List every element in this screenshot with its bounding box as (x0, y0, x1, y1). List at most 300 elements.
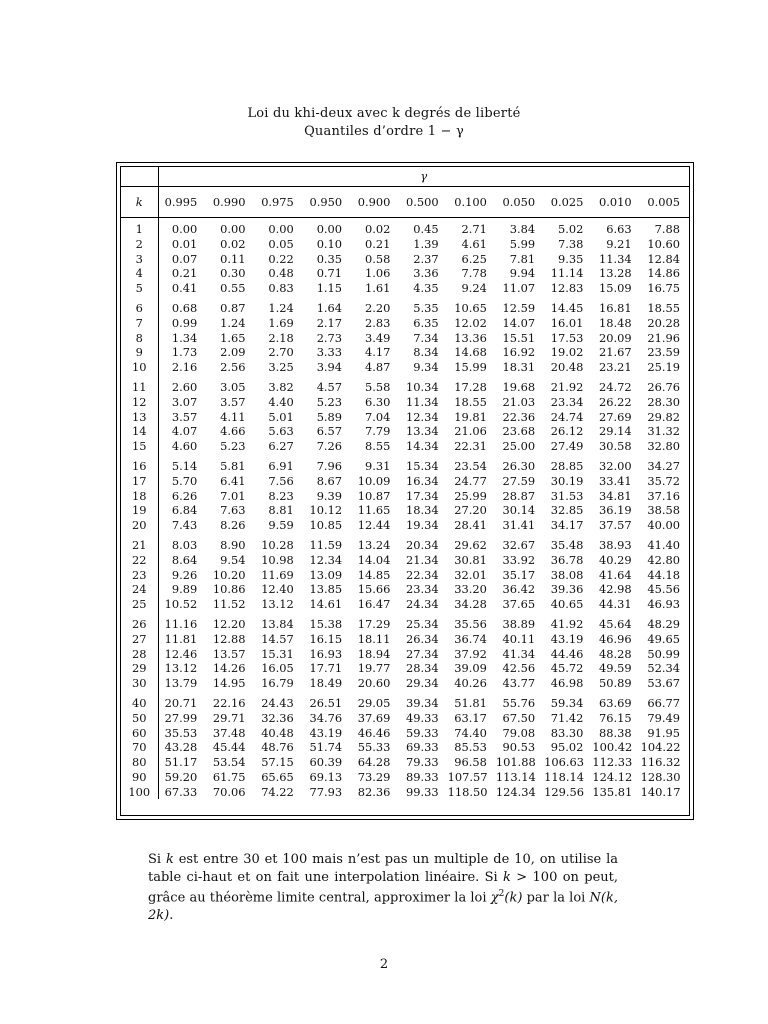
value-cell: 8.03 (171, 537, 198, 552)
table-subtitle: Quantiles d’ordre 1 − γ (304, 124, 464, 139)
value-cell: 42.98 (599, 582, 632, 597)
k-cell: 22 (121, 553, 158, 568)
value-cell: 36.19 (599, 503, 632, 518)
value-cell: 7.63 (220, 503, 246, 518)
column-header: 0.010 (592, 187, 640, 218)
value-cell: 15.31 (261, 646, 294, 661)
value-cell: 124.12 (592, 769, 633, 784)
k-cell: 12 (121, 395, 158, 410)
value-cell: 31.41 (502, 518, 536, 533)
value-cell: 45.56 (647, 582, 680, 597)
value-cell: 0.71 (316, 266, 343, 281)
value-cell: 1.24 (268, 300, 294, 315)
table-row (121, 439, 689, 454)
value-cell: 44.46 (550, 646, 584, 661)
value-cell: 6.57 (316, 424, 343, 439)
value-cell: 16.93 (309, 646, 343, 661)
value-cell: 20.71 (164, 695, 198, 710)
value-cell: 63.69 (599, 695, 632, 710)
value-cell: 14.61 (309, 597, 343, 612)
value-cell: 34.28 (454, 597, 487, 612)
value-cell: 15.51 (502, 330, 536, 345)
k-cell: 90 (121, 770, 158, 785)
value-cell: 19.34 (405, 518, 439, 533)
value-cell: 37.16 (647, 488, 680, 503)
value-cell: 27.49 (550, 439, 584, 454)
value-cell: 16.15 (309, 631, 343, 646)
value-cell: 28.30 (647, 394, 680, 409)
table-row (121, 296, 689, 316)
value-cell: 3.84 (509, 222, 536, 236)
value-cell: 2.20 (364, 300, 391, 315)
value-cell: 40.26 (454, 676, 487, 691)
value-cell: 27.34 (405, 646, 439, 661)
value-cell: 27.69 (599, 409, 632, 424)
table-row (121, 770, 689, 785)
note-text: par la loi (522, 890, 590, 906)
value-cell: 26.22 (599, 394, 632, 409)
value-cell: 5.70 (171, 473, 198, 488)
value-cell: 6.27 (268, 439, 294, 454)
value-cell: 5.58 (364, 379, 391, 394)
value-cell: 4.66 (220, 424, 246, 439)
value-cell: 5.89 (316, 409, 343, 424)
value-cell: 20.60 (357, 676, 391, 691)
value-cell: 30.81 (454, 552, 487, 567)
chi-square-quantile-table (121, 167, 689, 799)
value-cell: 13.28 (599, 266, 632, 281)
value-cell: 0.55 (220, 281, 246, 296)
table-row (121, 582, 689, 597)
value-cell: 43.19 (309, 725, 343, 740)
value-cell: 5.01 (268, 409, 294, 424)
value-cell: 30.19 (550, 473, 584, 488)
value-cell: 2.73 (316, 330, 343, 345)
value-cell: 24.34 (405, 597, 439, 612)
quantile-table-frame (116, 162, 694, 820)
value-cell: 15.99 (454, 360, 487, 375)
value-cell: 10.65 (454, 300, 487, 315)
gamma-header: γ (158, 167, 689, 187)
value-cell: 33.41 (599, 473, 632, 488)
value-cell: 10.34 (405, 379, 439, 394)
value-cell: 49.65 (647, 631, 680, 646)
k-cell: 18 (121, 489, 158, 504)
value-cell: 11.81 (164, 631, 198, 646)
value-cell: 42.56 (502, 661, 536, 676)
value-cell: 53.67 (647, 676, 680, 691)
value-cell: 36.42 (502, 582, 536, 597)
value-cell: 41.34 (502, 646, 536, 661)
table-row (121, 281, 689, 296)
table-row (121, 740, 689, 755)
value-cell: 35.53 (164, 725, 198, 740)
value-cell: 0.00 (171, 222, 198, 236)
value-cell: 18.49 (309, 676, 343, 691)
column-header: 0.900 (351, 187, 399, 218)
value-cell: 19.02 (550, 345, 584, 360)
value-cell: 57.15 (261, 755, 294, 770)
value-cell: 20.28 (647, 315, 680, 330)
table-row (121, 691, 689, 711)
value-cell: 5.35 (413, 300, 439, 315)
value-cell: 23.59 (647, 345, 680, 360)
value-cell: 5.02 (558, 222, 584, 236)
value-cell: 1.15 (316, 281, 343, 296)
value-cell: 5.14 (171, 458, 198, 473)
value-cell: 112.33 (592, 755, 633, 770)
value-cell: 10.12 (309, 503, 343, 518)
value-cell: 71.42 (550, 710, 584, 725)
value-cell: 35.56 (454, 616, 487, 631)
value-cell: 2.83 (364, 315, 391, 330)
value-cell: 37.92 (454, 646, 487, 661)
value-cell: 16.01 (550, 315, 584, 330)
value-cell: 7.78 (461, 266, 487, 281)
column-header: 0.990 (206, 187, 254, 218)
value-cell: 16.75 (647, 281, 680, 296)
value-cell: 79.49 (647, 710, 680, 725)
value-cell: 67.50 (502, 710, 536, 725)
note-normal-law: N(k, 2k) (148, 890, 618, 924)
value-cell: 7.96 (316, 458, 343, 473)
value-cell: 24.72 (599, 379, 632, 394)
value-cell: 9.21 (606, 236, 632, 251)
value-cell: 5.63 (268, 424, 294, 439)
k-cell: 50 (121, 711, 158, 726)
value-cell: 50.99 (647, 646, 680, 661)
value-cell: 23.34 (550, 394, 584, 409)
value-cell: 0.99 (171, 315, 198, 330)
table-row (121, 553, 689, 568)
value-cell: 0.07 (171, 251, 198, 266)
value-cell: 14.26 (212, 661, 246, 676)
value-cell: 13.12 (164, 661, 198, 676)
value-cell: 6.25 (461, 251, 487, 266)
value-cell: 13.79 (164, 676, 198, 691)
value-cell: 100.42 (592, 740, 633, 755)
table-row (121, 597, 689, 612)
k-cell: 10 (121, 360, 158, 375)
value-cell: 7.56 (268, 473, 294, 488)
value-cell: 118.50 (447, 784, 488, 799)
value-cell: 9.26 (171, 567, 198, 582)
k-cell: 25 (121, 597, 158, 612)
value-cell: 49.59 (599, 661, 632, 676)
value-cell: 11.16 (164, 616, 198, 631)
value-cell: 10.60 (647, 236, 680, 251)
value-cell: 0.01 (171, 236, 198, 251)
k-cell: 100 (121, 785, 158, 800)
value-cell: 67.33 (164, 784, 198, 799)
value-cell: 15.09 (599, 281, 632, 296)
value-cell: 23.68 (502, 424, 536, 439)
value-cell: 0.00 (268, 222, 294, 236)
column-header: 0.100 (448, 187, 496, 218)
table-row (121, 331, 689, 346)
value-cell: 3.82 (268, 379, 294, 394)
value-cell: 52.34 (647, 661, 680, 676)
value-cell: 10.87 (357, 488, 391, 503)
value-cell: 17.34 (405, 488, 439, 503)
value-cell: 10.28 (261, 537, 294, 552)
value-cell: 20.48 (550, 360, 584, 375)
value-cell: 21.34 (405, 552, 439, 567)
value-cell: 27.59 (502, 473, 536, 488)
value-cell: 4.17 (364, 345, 391, 360)
value-cell: 6.35 (413, 315, 439, 330)
value-cell: 29.62 (454, 537, 487, 552)
note-exponent: 2 (498, 889, 505, 900)
value-cell: 37.69 (357, 710, 391, 725)
value-cell: 37.65 (502, 597, 536, 612)
value-cell: 129.56 (544, 784, 584, 799)
table-row (121, 489, 689, 504)
value-cell: 18.34 (405, 503, 439, 518)
value-cell: 28.87 (502, 488, 536, 503)
value-cell: 38.08 (550, 567, 584, 582)
value-cell: 8.90 (220, 537, 246, 552)
value-cell: 69.33 (405, 740, 439, 755)
value-cell: 9.54 (220, 552, 246, 567)
value-cell: 18.31 (502, 360, 536, 375)
value-cell: 1.39 (413, 236, 439, 251)
k-cell: 13 (121, 410, 158, 425)
value-cell: 116.32 (640, 755, 681, 770)
page-number: 2 (379, 957, 389, 972)
value-cell: 1.61 (364, 281, 391, 296)
value-cell: 36.78 (550, 552, 584, 567)
value-cell: 60.39 (309, 755, 343, 770)
value-cell: 21.92 (550, 379, 584, 394)
value-cell: 9.89 (171, 582, 198, 597)
value-cell: 45.44 (212, 740, 246, 755)
value-cell: 9.35 (558, 251, 584, 266)
value-cell: 11.65 (357, 503, 391, 518)
value-cell: 118.14 (544, 769, 584, 784)
value-cell: 46.98 (550, 676, 584, 691)
table-row (121, 503, 689, 518)
k-cell: 5 (121, 281, 158, 296)
value-cell: 38.93 (599, 537, 632, 552)
value-cell: 43.28 (164, 740, 198, 755)
value-cell: 12.59 (502, 300, 536, 315)
k-cell: 26 (121, 612, 158, 632)
value-cell: 25.99 (454, 488, 487, 503)
value-cell: 55.76 (502, 695, 536, 710)
value-cell: 65.65 (261, 769, 294, 784)
value-cell: 0.21 (364, 236, 391, 251)
value-cell: 44.31 (599, 597, 632, 612)
table-title: Loi du khi-deux avec k degrés de liberté (247, 106, 521, 121)
value-cell: 18.48 (599, 315, 632, 330)
column-header: 0.500 (399, 187, 447, 218)
value-cell: 3.94 (316, 360, 343, 375)
value-cell: 45.72 (550, 661, 584, 676)
k-cell: 11 (121, 375, 158, 395)
value-cell: 27.99 (164, 710, 198, 725)
value-cell: 2.09 (220, 345, 246, 360)
value-cell: 26.34 (405, 631, 439, 646)
value-cell: 63.17 (454, 710, 487, 725)
value-cell: 21.96 (647, 330, 680, 345)
value-cell: 14.85 (357, 567, 391, 582)
value-cell: 34.27 (647, 458, 680, 473)
value-cell: 73.29 (357, 769, 391, 784)
value-cell: 18.55 (454, 394, 487, 409)
value-cell: 32.00 (599, 458, 632, 473)
value-cell: 53.54 (212, 755, 246, 770)
value-cell: 29.14 (599, 424, 632, 439)
table-row (121, 632, 689, 647)
value-cell: 7.01 (220, 488, 246, 503)
value-cell: 1.73 (171, 345, 198, 360)
value-cell: 32.01 (454, 567, 487, 582)
value-cell: 15.34 (405, 458, 439, 473)
value-cell: 26.51 (309, 695, 343, 710)
value-cell: 26.12 (550, 424, 584, 439)
note-chi-arg: (k) (504, 890, 523, 906)
k-cell: 20 (121, 518, 158, 533)
value-cell: 8.81 (268, 503, 294, 518)
value-cell: 39.09 (454, 661, 487, 676)
value-cell: 5.99 (509, 236, 536, 251)
value-cell: 2.37 (413, 251, 439, 266)
note-text: . (169, 908, 174, 924)
value-cell: 50.89 (599, 676, 632, 691)
table-row (121, 266, 689, 281)
value-cell: 26.76 (647, 379, 680, 394)
value-cell: 29.82 (647, 409, 680, 424)
value-cell: 14.45 (550, 300, 584, 315)
value-cell: 61.75 (212, 769, 246, 784)
value-cell: 14.04 (357, 552, 391, 567)
value-cell: 25.34 (405, 616, 439, 631)
k-cell: 30 (121, 676, 158, 691)
value-cell: 40.29 (599, 552, 632, 567)
value-cell: 76.15 (599, 710, 632, 725)
value-cell: 7.26 (316, 439, 343, 454)
value-cell: 12.44 (357, 518, 391, 533)
value-cell: 107.57 (447, 769, 488, 784)
value-cell: 124.34 (495, 784, 536, 799)
value-cell: 13.57 (212, 646, 246, 661)
value-cell: 7.88 (654, 222, 680, 236)
value-cell: 13.84 (261, 616, 294, 631)
value-cell: 30.58 (599, 439, 632, 454)
value-cell: 40.48 (261, 725, 294, 740)
value-cell: 12.83 (550, 281, 584, 296)
value-cell: 19.68 (502, 379, 536, 394)
value-cell: 12.02 (454, 315, 487, 330)
value-cell: 99.33 (405, 784, 439, 799)
value-cell: 96.58 (454, 755, 487, 770)
value-cell: 2.16 (171, 360, 198, 375)
value-cell: 17.71 (309, 661, 343, 676)
column-header: 0.995 (158, 187, 206, 218)
value-cell: 2.70 (268, 345, 294, 360)
value-cell: 7.04 (364, 409, 391, 424)
k-header: k (121, 187, 158, 218)
value-cell: 29.71 (212, 710, 246, 725)
value-cell: 1.65 (220, 330, 246, 345)
value-cell: 16.05 (261, 661, 294, 676)
value-cell: 24.77 (454, 473, 487, 488)
value-cell: 3.57 (171, 409, 198, 424)
value-cell: 22.31 (454, 439, 487, 454)
value-cell: 45.64 (599, 616, 632, 631)
table-row (121, 726, 689, 741)
table-row (121, 410, 689, 425)
value-cell: 39.36 (550, 582, 584, 597)
value-cell: 15.38 (309, 616, 343, 631)
value-cell: 79.08 (502, 725, 536, 740)
value-cell: 17.29 (357, 616, 391, 631)
value-cell: 0.00 (220, 222, 246, 236)
value-cell: 12.84 (647, 251, 680, 266)
value-cell: 23.34 (405, 582, 439, 597)
value-cell: 91.95 (647, 725, 680, 740)
value-cell: 90.53 (502, 740, 536, 755)
value-cell: 20.09 (599, 330, 632, 345)
k-cell: 15 (121, 439, 158, 454)
value-cell: 4.11 (220, 409, 246, 424)
value-cell: 37.48 (212, 725, 246, 740)
value-cell: 28.34 (405, 661, 439, 676)
value-cell: 41.92 (550, 616, 584, 631)
value-cell: 2.56 (220, 360, 246, 375)
value-cell: 51.81 (454, 695, 487, 710)
k-cell: 27 (121, 632, 158, 647)
value-cell: 29.34 (405, 676, 439, 691)
value-cell: 46.93 (647, 597, 680, 612)
note-text: Si (148, 852, 166, 867)
value-cell: 0.35 (316, 251, 343, 266)
value-cell: 64.28 (357, 755, 391, 770)
table-row (121, 676, 689, 691)
value-cell: 51.74 (309, 740, 343, 755)
table-row (121, 568, 689, 583)
value-cell: 22.16 (212, 695, 246, 710)
value-cell: 59.34 (550, 695, 584, 710)
value-cell: 74.40 (454, 725, 487, 740)
k-cell: 17 (121, 474, 158, 489)
value-cell: 13.34 (405, 424, 439, 439)
value-cell: 28.85 (550, 458, 584, 473)
value-cell: 11.34 (405, 394, 439, 409)
value-cell: 6.84 (171, 503, 198, 518)
value-cell: 9.24 (461, 281, 487, 296)
value-cell: 16.47 (357, 597, 391, 612)
table-row (121, 316, 689, 331)
value-cell: 10.09 (357, 473, 391, 488)
value-cell: 31.53 (550, 488, 584, 503)
value-cell: 24.74 (550, 409, 584, 424)
value-cell: 8.64 (171, 552, 198, 567)
k-cell: 28 (121, 647, 158, 662)
value-cell: 5.81 (220, 458, 246, 473)
value-cell: 6.63 (606, 222, 632, 236)
value-cell: 16.81 (599, 300, 632, 315)
value-cell: 1.24 (220, 315, 246, 330)
value-cell: 95.02 (550, 740, 584, 755)
k-cell: 70 (121, 740, 158, 755)
value-cell: 0.48 (268, 266, 294, 281)
value-cell: 19.77 (357, 661, 391, 676)
column-header: 0.005 (641, 187, 689, 218)
table-row (121, 252, 689, 267)
value-cell: 0.22 (268, 251, 294, 266)
